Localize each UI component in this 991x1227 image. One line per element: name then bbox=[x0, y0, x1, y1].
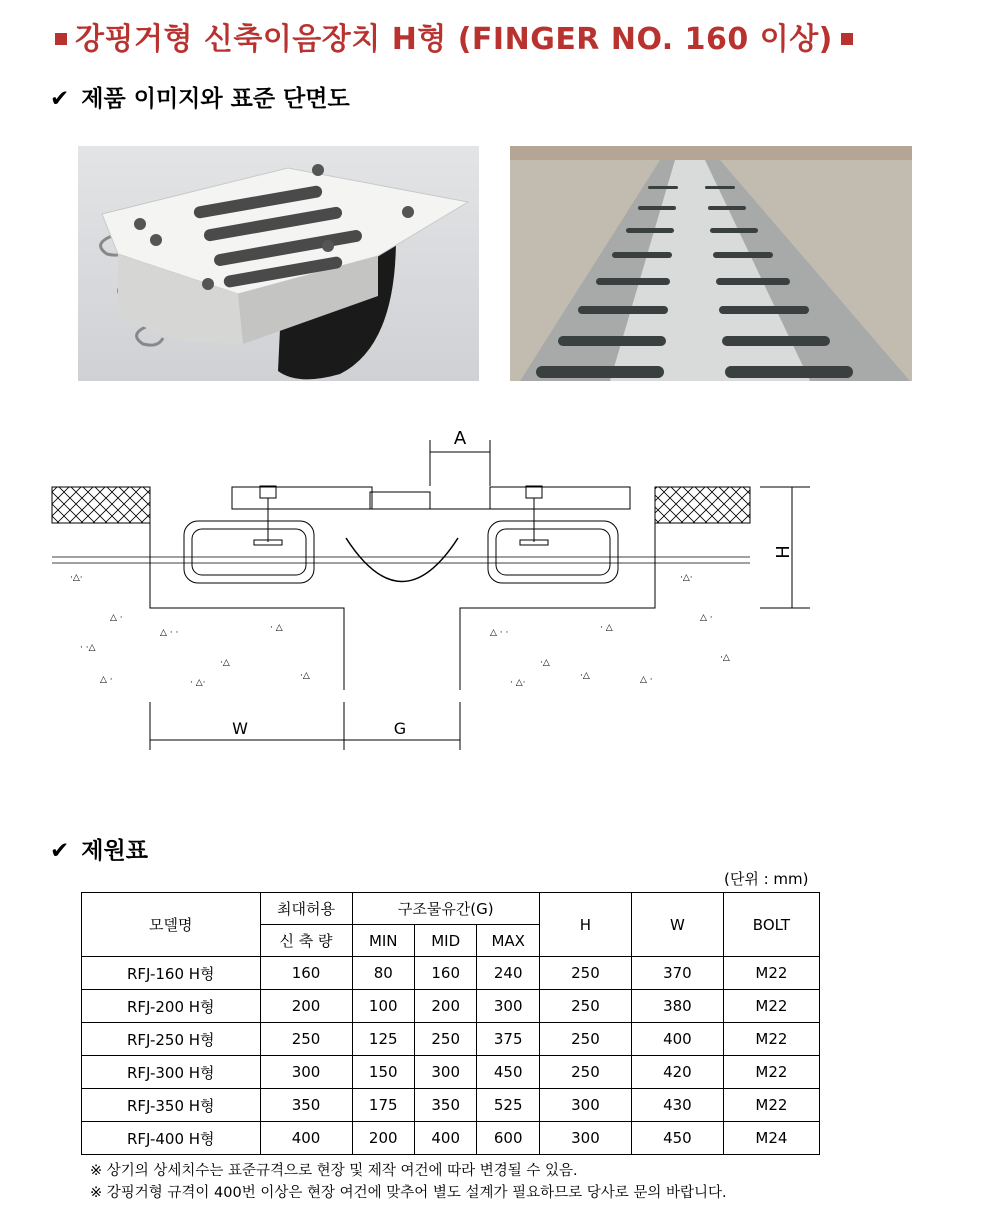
cell-h: 250 bbox=[539, 957, 631, 990]
cell-allow: 200 bbox=[260, 990, 352, 1023]
cell-model: RFJ-350 H형 bbox=[82, 1089, 261, 1122]
cell-min: 125 bbox=[352, 1023, 414, 1056]
installed-photo-image bbox=[510, 146, 912, 381]
cell-min: 200 bbox=[352, 1122, 414, 1155]
footnote: ※ 상기의 상세치수는 표준규격으로 현장 및 제작 여건에 따라 변경될 수 있음. bbox=[90, 1163, 578, 1179]
cell-allow: 160 bbox=[260, 957, 352, 990]
product-render-drawing bbox=[78, 146, 479, 381]
page-title bbox=[55, 14, 955, 58]
svg-text:· △·: · △· bbox=[510, 678, 526, 688]
dimension-label-g: G bbox=[393, 719, 407, 738]
dimension-label-a: A bbox=[453, 428, 467, 449]
svg-text:△ ·: △ · bbox=[110, 613, 123, 623]
checkmark-icon: ✔ bbox=[50, 838, 70, 864]
header-gap: 구조물유간(G) bbox=[352, 893, 539, 925]
cell-min: 80 bbox=[352, 957, 414, 990]
cell-allow: 300 bbox=[260, 1056, 352, 1089]
svg-text:· △: · △ bbox=[270, 623, 283, 633]
cell-bolt: M22 bbox=[723, 957, 819, 990]
section-heading-spec bbox=[50, 832, 148, 865]
cell-max: 375 bbox=[477, 1023, 540, 1056]
svg-text:·△: ·△ bbox=[720, 653, 730, 663]
cell-max: 240 bbox=[477, 957, 540, 990]
cell-allow: 250 bbox=[260, 1023, 352, 1056]
svg-text:△ ·: △ · bbox=[640, 675, 653, 685]
header-min: MIN bbox=[352, 925, 414, 957]
table-row bbox=[82, 957, 820, 990]
cell-min: 100 bbox=[352, 990, 414, 1023]
rubber-seal bbox=[346, 538, 458, 582]
product-render-image bbox=[78, 146, 479, 381]
svg-text:△ ·: △ · bbox=[700, 613, 713, 623]
cell-h: 250 bbox=[539, 1023, 631, 1056]
cell-mid: 300 bbox=[414, 1056, 476, 1089]
cell-h: 300 bbox=[539, 1089, 631, 1122]
header-model: 모델명 bbox=[82, 893, 261, 957]
cell-max: 300 bbox=[477, 990, 540, 1023]
svg-text:·△: ·△ bbox=[220, 658, 230, 668]
cell-h: 250 bbox=[539, 1056, 631, 1089]
cell-max: 525 bbox=[477, 1089, 540, 1122]
svg-text:· △·: · △· bbox=[190, 678, 206, 688]
header-w: W bbox=[631, 893, 723, 957]
installed-photo-drawing bbox=[510, 146, 912, 381]
cell-model: RFJ-300 H형 bbox=[82, 1056, 261, 1089]
table-row bbox=[82, 1023, 820, 1056]
svg-text:△ ·: △ · bbox=[100, 675, 113, 685]
cell-mid: 350 bbox=[414, 1089, 476, 1122]
square-bullet-icon bbox=[841, 33, 853, 45]
cell-bolt: M22 bbox=[723, 1056, 819, 1089]
finger-plate-left bbox=[232, 487, 372, 509]
cell-w: 430 bbox=[631, 1089, 723, 1122]
header-mid: MID bbox=[414, 925, 476, 957]
cell-model: RFJ-400 H형 bbox=[82, 1122, 261, 1155]
svg-text:·△·: ·△· bbox=[680, 573, 693, 583]
cell-bolt: M24 bbox=[723, 1122, 819, 1155]
section-heading-spec-text: 제원표 bbox=[81, 838, 148, 864]
cell-mid: 160 bbox=[414, 957, 476, 990]
cell-bolt: M22 bbox=[723, 990, 819, 1023]
svg-text:△ · ·: △ · · bbox=[490, 628, 509, 638]
cell-bolt: M22 bbox=[723, 1023, 819, 1056]
dimension-label-h: H bbox=[773, 545, 794, 559]
cell-w: 370 bbox=[631, 957, 723, 990]
spec-table bbox=[81, 892, 820, 1155]
footnotes bbox=[90, 1160, 727, 1204]
cell-allow: 400 bbox=[260, 1122, 352, 1155]
svg-text:·△·: ·△· bbox=[70, 573, 83, 583]
square-bullet-icon bbox=[55, 33, 67, 45]
svg-text:·△: ·△ bbox=[540, 658, 550, 668]
anchor-loop-left bbox=[184, 521, 314, 583]
page-title-text: 강핑거형 신축이음장치 H형 (FINGER NO. 160 이상) bbox=[75, 22, 833, 57]
cell-model: RFJ-160 H형 bbox=[82, 957, 261, 990]
table-row bbox=[82, 1089, 820, 1122]
table-row bbox=[82, 1122, 820, 1155]
svg-text:· ·△: · ·△ bbox=[80, 643, 96, 653]
cross-section-diagram bbox=[40, 420, 820, 760]
pavement-left bbox=[52, 487, 150, 523]
cell-model: RFJ-250 H형 bbox=[82, 1023, 261, 1056]
cell-min: 175 bbox=[352, 1089, 414, 1122]
cell-h: 250 bbox=[539, 990, 631, 1023]
unit-label: (단위 : mm) bbox=[724, 870, 809, 888]
header-h: H bbox=[539, 893, 631, 957]
svg-text:△ · ·: △ · · bbox=[160, 628, 179, 638]
cell-mid: 200 bbox=[414, 990, 476, 1023]
cell-mid: 250 bbox=[414, 1023, 476, 1056]
header-max-allow-2: 신 축 량 bbox=[260, 925, 352, 957]
cell-allow: 350 bbox=[260, 1089, 352, 1122]
cell-h: 300 bbox=[539, 1122, 631, 1155]
cell-max: 450 bbox=[477, 1056, 540, 1089]
cell-w: 450 bbox=[631, 1122, 723, 1155]
section-heading-product-text: 제품 이미지와 표준 단면도 bbox=[81, 86, 350, 112]
dimension-label-w: W bbox=[232, 719, 248, 738]
svg-text:·△: ·△ bbox=[300, 671, 310, 681]
svg-text:·△: ·△ bbox=[580, 671, 590, 681]
finger-plate-right bbox=[490, 487, 630, 509]
anchor-loop-right bbox=[488, 521, 618, 583]
cell-w: 420 bbox=[631, 1056, 723, 1089]
table-row bbox=[82, 1056, 820, 1089]
svg-text:· △: · △ bbox=[600, 623, 613, 633]
cell-bolt: M22 bbox=[723, 1089, 819, 1122]
footnote: ※ 강핑거형 규격이 400번 이상은 현장 여건에 맞추어 별도 설계가 필요하므로 당사로 문의 바랍니다. bbox=[90, 1185, 727, 1201]
checkmark-icon: ✔ bbox=[50, 86, 70, 112]
header-bolt: BOLT bbox=[723, 893, 819, 957]
pavement-right bbox=[655, 487, 750, 523]
cell-model: RFJ-200 H형 bbox=[82, 990, 261, 1023]
header-max-allow-1: 최대허용 bbox=[260, 893, 352, 925]
cell-w: 400 bbox=[631, 1023, 723, 1056]
section-heading-product bbox=[50, 80, 350, 113]
header-max: MAX bbox=[477, 925, 540, 957]
cell-min: 150 bbox=[352, 1056, 414, 1089]
cell-w: 380 bbox=[631, 990, 723, 1023]
cell-max: 600 bbox=[477, 1122, 540, 1155]
table-row bbox=[82, 990, 820, 1023]
cell-mid: 400 bbox=[414, 1122, 476, 1155]
